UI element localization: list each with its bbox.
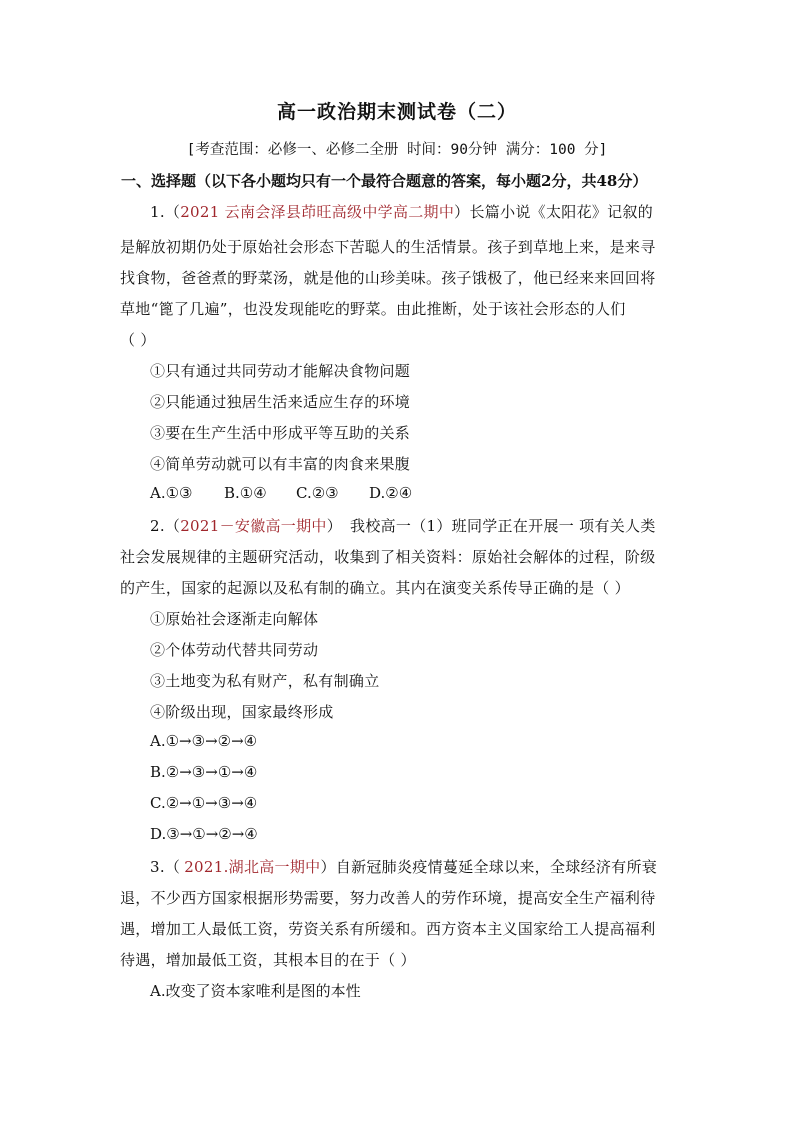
question-3-stem-line: [150, 856, 657, 877]
section-heading: 一、选择题（以下各小题均只有一个最符合题意的答案，每小题2分，共48分）: [121, 172, 648, 190]
question-2-item: ④阶级出现，国家最终形成: [150, 703, 334, 721]
question-2-line-3: 的产生，国家的起源以及私有制的确立。其内在演变关系传导正确的是（ ）: [120, 579, 630, 597]
question-1-option-c: C.②③: [296, 484, 339, 502]
question-1-line-3: 找食物，爸爸煮的野菜汤，就是他的山珍美味。孩子饿极了，他已经来来回回将: [120, 269, 656, 287]
question-1-stem-line: [150, 201, 653, 222]
question-2-item: ①原始社会逐渐走向解体: [150, 610, 319, 628]
question-2-option-c: C.②→①→③→④: [150, 794, 258, 812]
source-close-paren: ）: [326, 517, 343, 535]
question-text: 长篇小说《太阳花》记叙的: [469, 203, 654, 221]
question-1-line-2: 是解放初期仍处于原始社会形态下苦聪人的生活情景。孩子到草地上来，是来寻: [120, 238, 656, 256]
question-2-item: ③土地变为私有财产，私有制确立: [150, 672, 380, 690]
source-close-paren: ）: [320, 858, 336, 876]
question-2-option-d: D.③→①→②→④: [150, 825, 258, 843]
exam-scope-info: [考查范围：必修一、必修二全册 时间：90分钟 满分：100 分]: [186, 142, 608, 158]
page-title: 高一政治期末测试卷（二）: [276, 101, 517, 123]
question-3-line-3: 遇，增加工人最低工资，劳资关系有所缓和。西方资本主义国家给工人提高福利: [120, 920, 656, 938]
question-1-option-a: A.①③: [150, 484, 193, 502]
source-close-paren: ）: [454, 203, 470, 221]
question-number: 3.（: [150, 858, 181, 876]
question-1-item: ④简单劳动就可以有丰富的肉食来果腹: [150, 455, 411, 473]
question-2-option-b: B.②→③→①→④: [150, 763, 258, 781]
question-number: 2.（: [150, 517, 181, 535]
question-number: 1.（: [150, 203, 181, 221]
question-1-option-d: D.②④: [369, 484, 413, 502]
question-source: 2021－安徽高一期中: [180, 517, 327, 535]
question-2-item: ②个体劳动代替共同劳动: [150, 641, 319, 659]
question-3-line-2: 退，不少西方国家根据形势需要，努力改善人的劳作环境，提高安全生产福利待: [120, 889, 656, 907]
question-2-line-2: 社会发展规律的主题研究活动，收集到了相关资料：原始社会解体的过程，阶级: [120, 548, 656, 566]
question-2-stem-line: [150, 515, 656, 536]
question-1-line-4: 草地“篦了几遍”，也没发现能吃的野菜。由此推断，处于该社会形态的人们: [120, 300, 626, 318]
question-1-item: ②只能通过独居生活来适应生存的环境: [150, 393, 411, 411]
question-3-option-a: A.改变了资本家唯利是图的本性: [150, 982, 361, 1000]
question-1-line-5: （ ）: [120, 331, 156, 349]
question-text: 自新冠肺炎疫情蔓延全球以来，全球经济有所衰: [335, 858, 658, 876]
question-1-item: ③要在生产生活中形成平等互助的关系: [150, 424, 411, 442]
question-1-option-b: B.①④: [224, 484, 267, 502]
question-1-item: ①只有通过共同劳动才能解决食物问题: [150, 362, 411, 380]
question-source: 2021.湖北高一期中: [184, 858, 321, 876]
question-2-option-a: A.①→③→②→④: [150, 732, 258, 750]
question-text: 我校高一（1）班同学正在开展一 项有关人类: [350, 517, 656, 535]
question-source: 2021 云南会泽县茚旺高级中学高二期中: [180, 203, 455, 221]
question-3-line-4: 待遇，增加最低工资，其根本目的在于（ ）: [120, 951, 416, 969]
